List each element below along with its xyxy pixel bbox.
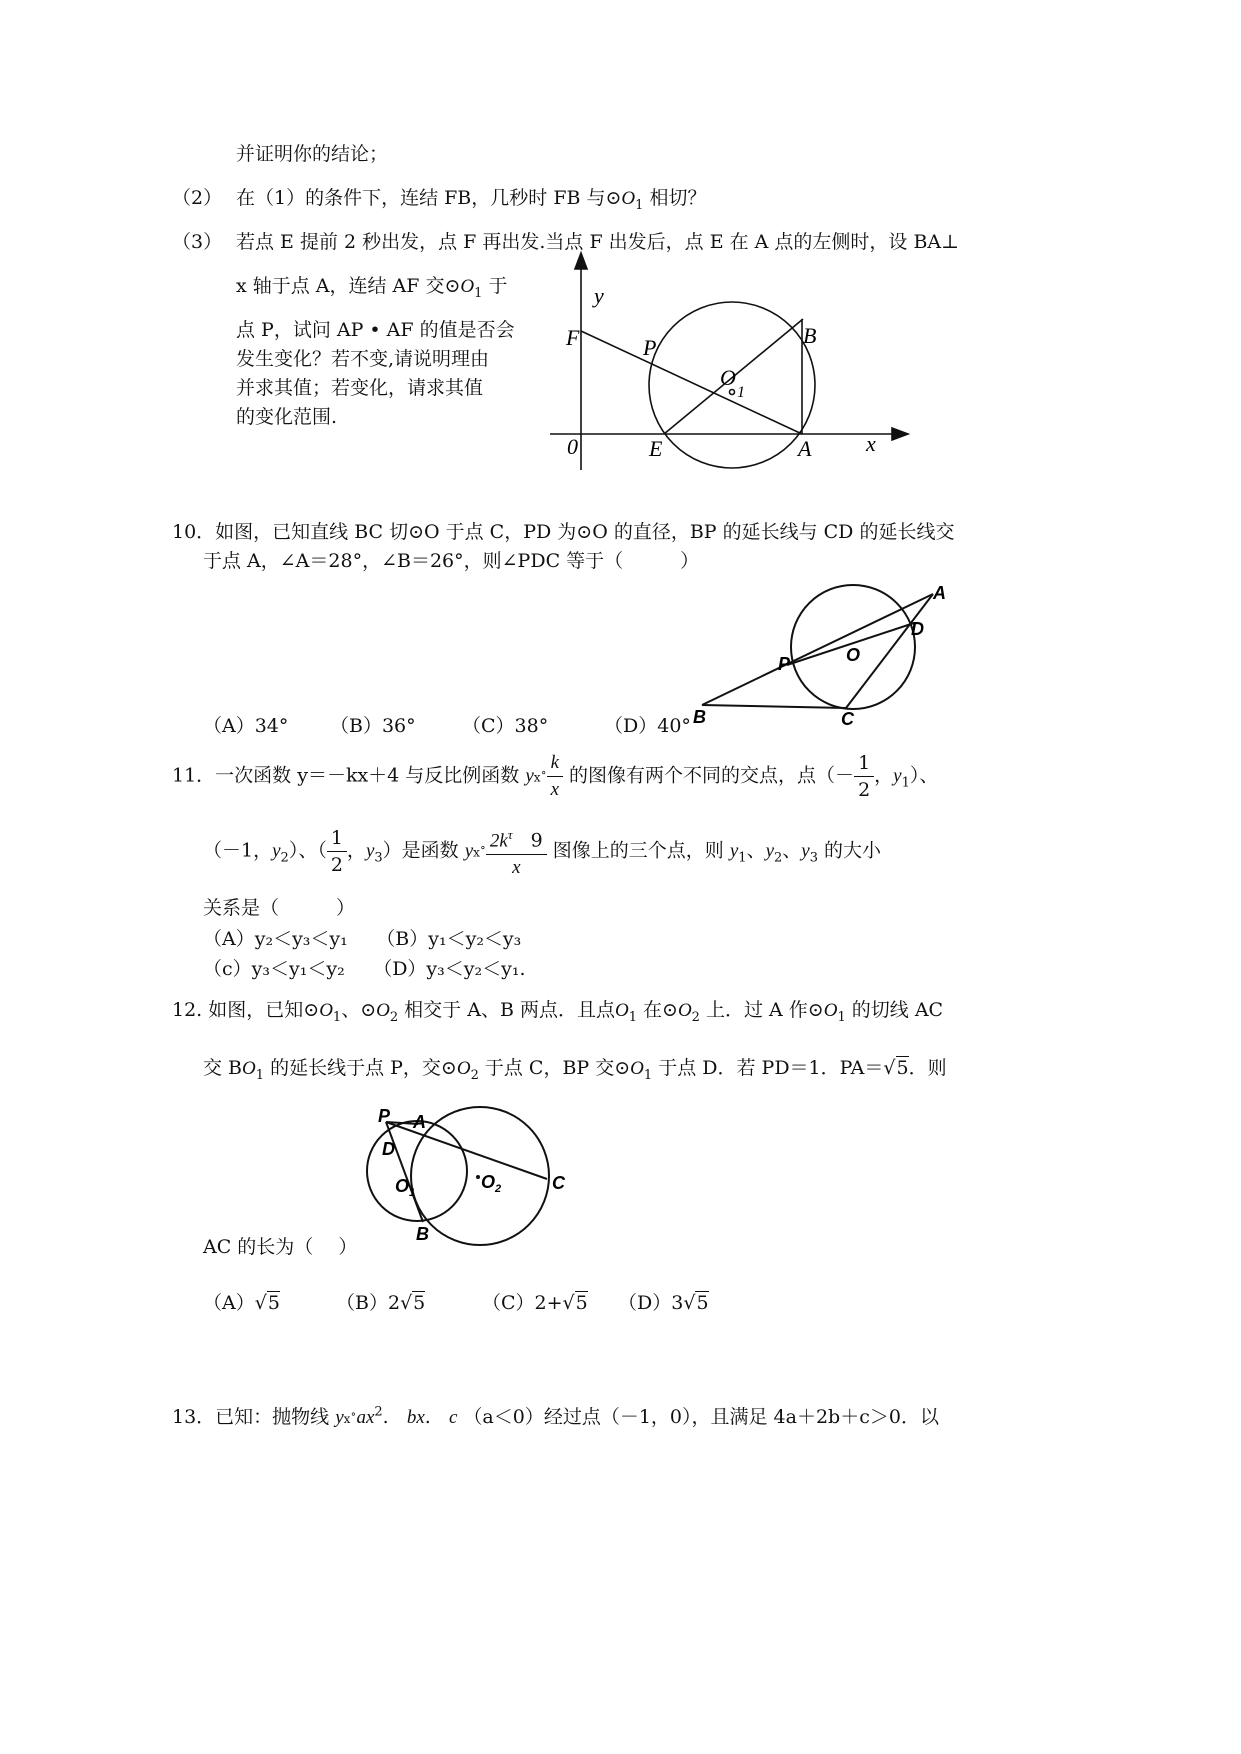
q12-question: AC 的长为（ ） <box>203 1236 358 1258</box>
label-y: y <box>594 283 604 308</box>
q9-part3-number: （3） <box>172 231 223 253</box>
q11-line3: 关系是（ ） <box>203 897 356 919</box>
q9-part3-line2: x 轴于点 A，连结 AF 交$⊙O_1$ 于 <box>236 275 508 301</box>
label-a: A <box>933 583 946 603</box>
label-p: P <box>378 1106 391 1126</box>
label-o1: $O_1$ <box>395 1176 416 1199</box>
x-axis-arrow <box>892 428 908 440</box>
center-dot <box>730 390 735 395</box>
q10-line1: 10．如图，已知直线 BC 切⊙O 于点 C，PD 为⊙O 的直径，BP 的延长线与 CD 的延长线交 <box>172 521 955 543</box>
label-b: B <box>693 707 706 727</box>
q11-options-row2: （c）y₃＜y₁＜y₂ （D）y₃＜y₂＜y₁. <box>203 958 526 980</box>
label-d: D <box>382 1139 395 1159</box>
q10-option-c: （C）38° <box>462 715 549 737</box>
q9-part2-number: （2） <box>172 187 223 209</box>
label-c: C <box>552 1173 565 1193</box>
figure-tangent-circle <box>690 580 960 730</box>
q9-part3-line5: 并求其值；若变化，请求其值 <box>236 377 484 399</box>
label-p: P <box>778 654 791 674</box>
q9-part3-line1: 若点 E 提前 2 秒出发，点 F 再出发.当点 F 出发后，点 E 在 A 点的左侧时，设 BA⊥ <box>236 231 960 253</box>
q12-line1: 12. 如图，已知$⊙O_1$、$⊙O_2$ 相交于 A、B 两点．且点$O_1$ 在$⊙O_2$ 上．过 A 作$⊙O_1$ 的切线 AC <box>172 999 944 1025</box>
q11-line1: 11．一次函数 y＝－kx＋4 与反比例函数 yⅹ˚ $\frac{k}{x}$ 的图像有两个不同的交点，点（－ $\frac{1}{2}$ ，$y_1$）、 <box>172 752 939 801</box>
figure-coordinate-circle <box>540 245 920 475</box>
q9-part3-line6: 的变化范围. <box>236 406 338 428</box>
q10-option-b: （B）36° <box>330 715 416 737</box>
label-a: A <box>413 1112 426 1132</box>
label-c: C <box>841 709 854 729</box>
center-o2-dot <box>476 1175 480 1179</box>
label-one: 1 <box>737 384 745 401</box>
label-b: B <box>416 1224 429 1244</box>
circle-o2 <box>411 1107 549 1245</box>
y-axis-arrow <box>575 253 587 269</box>
q9-part2-text: 在（1）的条件下，连结 FB，几秒时 FB 与$⊙O_1$ 相切？ <box>236 187 707 213</box>
q11-line2: （－1，$y_2$）、（ $\frac{1}{2}$ ，$y_3$）是函数 yⅹ˚ $\frac{2k^\tau 9}{x}$ 图像上的三个点，则 $y_1$、$y_2$、$y_3$ 的大小 <box>203 822 881 881</box>
q13-line1: 13．已知：抛物线 $yⅹ˚ax^2$. bx. c （a＜0）经过点（－1，0），且满足 4a＋2b＋c＞0．以 <box>172 1404 939 1428</box>
label-p: P <box>643 335 657 360</box>
label-o: O <box>720 365 736 390</box>
q12-option-a: （A）√5 <box>203 1292 280 1314</box>
label-d: D <box>911 619 924 639</box>
q10-line2: 于点 A，∠A＝28°，∠B＝26°，则∠PDC 等于（ ） <box>203 550 700 572</box>
label-b: B <box>803 323 817 348</box>
q9-part3-line3: 点 P，试问 AP • AF 的值是否会 <box>236 319 515 341</box>
q12-line2: 交 $BO_1$ 的延长线于点 P，交$⊙O_2$ 于点 C，BP 交$⊙O_1$ 于点 D．若 PD＝1．PA＝√5．则 <box>203 1057 947 1083</box>
label-e: E <box>649 436 663 461</box>
q10-option-a: （A）34° <box>203 715 289 737</box>
q10-option-d: （D）40° <box>604 715 691 737</box>
q12-option-b: （B）2√5 <box>336 1292 426 1314</box>
q11-options-row1: （A）y₂＜y₃＜y₁ （B）y₁＜y₂＜y₃ <box>203 928 522 950</box>
label-o: O <box>846 645 861 665</box>
q9-part3-line4: 发生变化？若不变,请说明理由 <box>236 348 490 370</box>
label-a: A <box>798 436 812 461</box>
q12-option-d: （D）3√5 <box>618 1292 709 1314</box>
line-bc <box>702 705 846 708</box>
label-o2: $O_2$ <box>481 1172 502 1195</box>
q9-line0: 并证明你的结论； <box>236 143 389 165</box>
label-origin: 0 <box>567 434 578 459</box>
figure-two-circles <box>360 1100 580 1250</box>
label-f: F <box>566 325 580 350</box>
label-x: x <box>866 431 876 456</box>
q12-option-c: （C）2+√5 <box>482 1292 588 1314</box>
line-pb <box>386 1122 423 1222</box>
